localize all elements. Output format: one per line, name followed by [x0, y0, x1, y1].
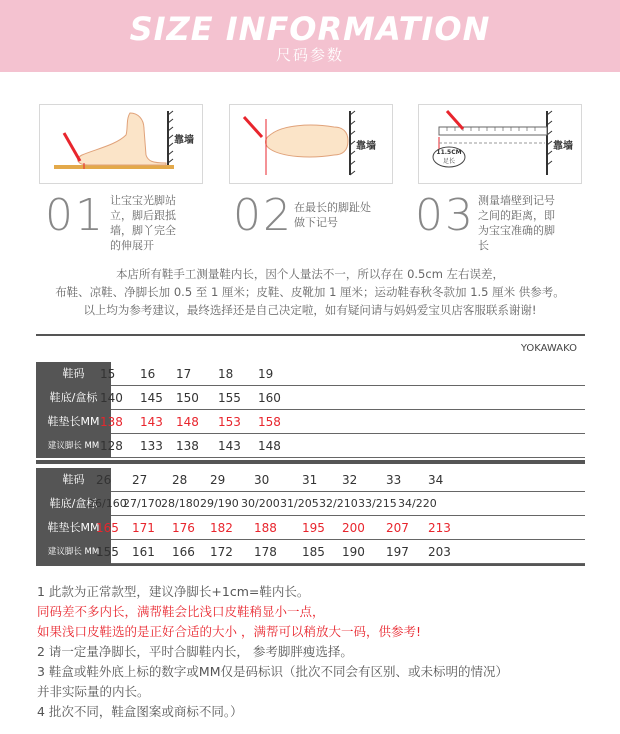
table-cell: 148 — [258, 439, 281, 453]
table-row — [36, 434, 585, 458]
row-label: 鞋码 — [36, 362, 111, 386]
header-banner — [0, 0, 620, 72]
table-cell: 161 — [132, 545, 155, 559]
table-cell: 34/220 — [398, 497, 437, 510]
brand-label: YOKAWAKO — [520, 343, 577, 354]
banner-subtitle: 尺码参数 — [275, 46, 344, 64]
table-cell: 15 — [100, 367, 116, 381]
table-cell: 150 — [176, 391, 199, 405]
footnote-line: 1 此款为正常款型，建议净脚长+1cm=鞋内长。 — [37, 584, 310, 599]
table-row — [36, 492, 585, 516]
footnote-line: 如果浅口皮鞋选的是正好合适的大小 ，满帮可以稍放大一码，供参考! — [37, 624, 421, 639]
table-cell: 197 — [386, 545, 409, 559]
table-cell: 153 — [218, 415, 241, 429]
table-cell: 29 — [210, 473, 226, 487]
table-cell: 27/170 — [123, 497, 162, 510]
step2-text: 在最长的脚趾处 做下记号 — [294, 201, 371, 229]
table-cell: 155 — [96, 545, 119, 559]
row-label: 鞋垫长MM — [36, 410, 111, 434]
ruler-label: 11.5CM — [436, 149, 462, 156]
table-cell: 178 — [254, 545, 277, 559]
wall-label: 靠墙 — [553, 141, 573, 152]
note-line-2: 布鞋、凉鞋、净脚长加 0.5 至 1 厘米；皮鞋、皮靴加 1 厘米；运动鞋春秋冬款加 1.5 厘米 供参考。 — [55, 285, 565, 299]
table-cell: 128 — [100, 439, 123, 453]
step1-illustration — [39, 104, 203, 184]
table-row — [36, 386, 585, 410]
table-cell: 17 — [176, 367, 192, 381]
table-cell: 148 — [176, 415, 199, 429]
table-cell: 30 — [254, 473, 270, 487]
table-cell: 26/160 — [88, 497, 127, 510]
table-row — [36, 410, 585, 434]
table-cell: 185 — [302, 545, 325, 559]
footnote-line: 4 批次不同，鞋盒图案或商标不同。） — [37, 704, 243, 719]
ruler-sub-label: 足长 — [442, 158, 455, 165]
wall-label: 靠墙 — [356, 141, 376, 152]
step1-text: 让宝宝光脚站 立，脚后跟抵 墙，脚丫完全 的伸展开 — [110, 194, 176, 252]
step2-number: 02 — [233, 190, 293, 241]
table-cell: 195 — [302, 521, 325, 535]
row-label: 鞋底/盒标 — [36, 492, 111, 516]
row-label: 鞋码 — [36, 468, 111, 492]
table-cell: 190 — [342, 545, 365, 559]
row-label: 建议脚长 MM — [36, 434, 111, 458]
table-cell: 16 — [140, 367, 156, 381]
table-cell: 155 — [218, 391, 241, 405]
note-line-1: 本店所有鞋手工测量鞋内长，因个人量法不一，所以存在 0.5cm 左右误差， — [115, 267, 505, 281]
table-cell: 26 — [96, 473, 112, 487]
table-cell: 160 — [258, 391, 281, 405]
size-table — [36, 334, 585, 566]
table-cell: 138 — [176, 439, 199, 453]
table-cell: 31 — [302, 473, 318, 487]
table-cell: 18 — [218, 367, 234, 381]
table-cell: 30/200 — [241, 497, 280, 510]
table-cell: 34 — [428, 473, 444, 487]
step3-number: 03 — [415, 190, 475, 241]
table-cell: 138 — [100, 415, 123, 429]
table-cell: 165 — [96, 521, 119, 535]
table-cell: 33 — [386, 473, 402, 487]
footnote-line: 并非实际量的内长。 — [37, 684, 150, 699]
table-cell: 145 — [140, 391, 163, 405]
table-cell: 33/215 — [358, 497, 397, 510]
table-cell: 176 — [172, 521, 195, 535]
table-cell: 200 — [342, 521, 365, 535]
table-cell: 171 — [132, 521, 155, 535]
table-cell: 158 — [258, 415, 281, 429]
table-cell: 188 — [254, 521, 277, 535]
table-row — [36, 362, 585, 386]
table-cell: 143 — [140, 415, 163, 429]
table-cell: 203 — [428, 545, 451, 559]
table-cell: 166 — [172, 545, 195, 559]
row-label: 建议脚长 MM — [36, 540, 111, 564]
row-label: 鞋垫长MM — [36, 516, 111, 540]
table-row — [36, 540, 585, 564]
step1-number: 01 — [45, 190, 105, 241]
table-cell: 31/205 — [280, 497, 319, 510]
step2-illustration — [229, 104, 393, 184]
table-cell: 29/190 — [200, 497, 239, 510]
banner-title: SIZE INFORMATION — [129, 10, 491, 48]
footnote-line: 2 请一定量净脚长，平时合脚鞋内长， 参考脚胖瘦选择。 — [37, 644, 353, 659]
table-row — [36, 516, 585, 540]
table-cell: 172 — [210, 545, 233, 559]
table-cell: 133 — [140, 439, 163, 453]
footnote-line: 3 鞋盒或鞋外底上标的数字或MM仅是码标识（批次不同会有区别、或未标明的情况） — [37, 664, 508, 679]
table-cell: 207 — [386, 521, 409, 535]
table-cell: 213 — [428, 521, 451, 535]
footnote-line: 同码差不多内长，满帮鞋会比浅口皮鞋稍显小一点， — [37, 604, 325, 619]
step3-illustration — [418, 104, 582, 184]
note-line-3: 以上均为参考建议，最终选择还是自己决定啦，如有疑问请与妈妈爱宝贝店客服联系谢谢! — [83, 303, 537, 317]
table-divider — [36, 460, 585, 464]
table-cell: 32 — [342, 473, 358, 487]
step3-text: 测量墙壁到记号 之间的距离，即 为宝宝准确的脚 长 — [478, 194, 555, 252]
table-row — [36, 468, 585, 492]
table-cell: 182 — [210, 521, 233, 535]
row-label: 鞋底/盒标 — [36, 386, 111, 410]
table-cell: 28 — [172, 473, 188, 487]
wall-label: 靠墙 — [174, 135, 194, 146]
table-cell: 28/180 — [161, 497, 200, 510]
table-cell: 19 — [258, 367, 274, 381]
table-cell: 27 — [132, 473, 148, 487]
table-cell: 32/210 — [319, 497, 358, 510]
table-cell: 140 — [100, 391, 123, 405]
table-cell: 143 — [218, 439, 241, 453]
